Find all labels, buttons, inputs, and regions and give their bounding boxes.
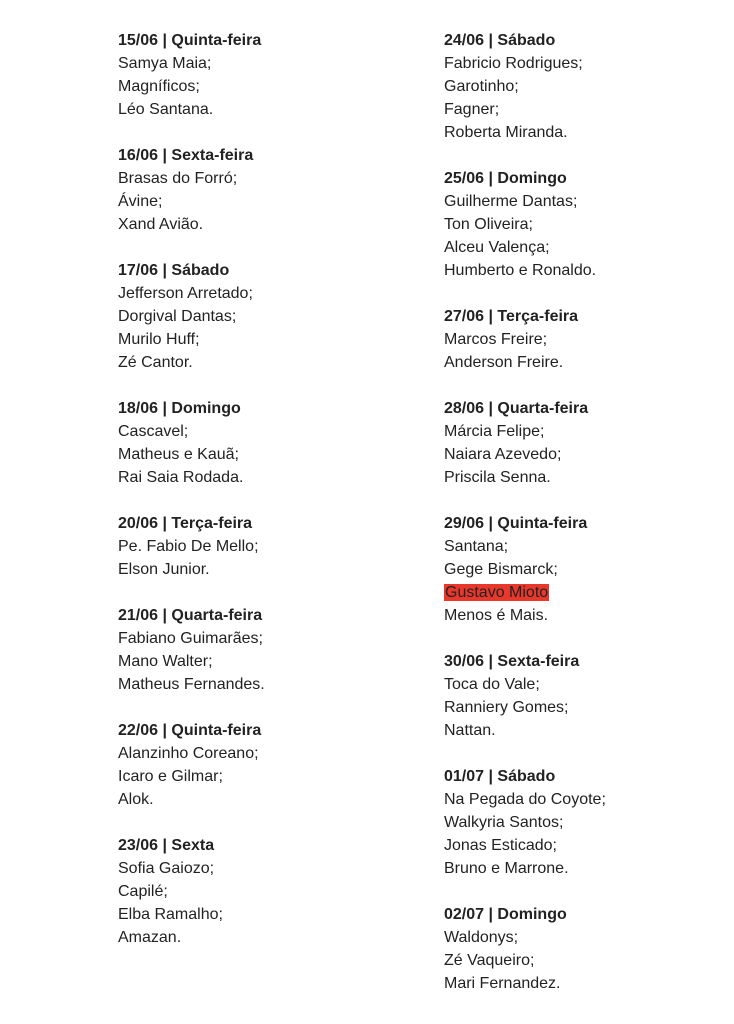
day-header xyxy=(444,903,606,926)
artist-item: Xand Avião. xyxy=(118,216,204,233)
day-date: 22/06 xyxy=(118,722,159,739)
artist-item: Guilherme Dantas; xyxy=(444,193,578,210)
day-block xyxy=(444,167,606,282)
artist-item: Sofia Gaiozo; xyxy=(118,860,215,877)
day-date: 24/06 xyxy=(444,32,485,49)
artist-item: Nattan. xyxy=(444,722,496,739)
day-header xyxy=(118,29,265,52)
day-weekday: Domingo xyxy=(171,400,241,417)
day-separator: | xyxy=(484,515,498,532)
day-weekday: Terça-feira xyxy=(171,515,253,532)
day-separator: | xyxy=(484,32,498,49)
day-date: 21/06 xyxy=(118,607,159,624)
day-weekday: Sábado xyxy=(497,768,556,785)
day-separator: | xyxy=(158,32,172,49)
day-separator: | xyxy=(484,400,498,417)
day-block xyxy=(444,512,606,627)
artist-item: Murilo Huff; xyxy=(118,331,200,348)
day-header xyxy=(118,259,265,282)
day-date: 23/06 xyxy=(118,837,159,854)
highlight-marker: Gustavo Mioto xyxy=(445,584,549,601)
day-date: 02/07 xyxy=(444,906,485,923)
artist-item: Elba Ramalho; xyxy=(118,906,223,923)
artist-item: Menos é Mais. xyxy=(444,607,549,624)
artist-item: Gege Bismarck; xyxy=(444,561,558,578)
artist-item: Na Pegada do Coyote; xyxy=(444,791,606,808)
day-date: 25/06 xyxy=(444,170,485,187)
day-date: 18/06 xyxy=(118,400,159,417)
day-header xyxy=(444,29,606,52)
day-block xyxy=(118,719,265,811)
artist-item: Alok. xyxy=(118,791,154,808)
day-separator: | xyxy=(484,653,498,670)
day-header xyxy=(118,512,265,535)
day-weekday: Sexta-feira xyxy=(171,147,254,164)
day-separator: | xyxy=(158,147,172,164)
artist-item: Toca do Vale; xyxy=(444,676,540,693)
artist-item: Zé Cantor. xyxy=(118,354,193,371)
artist-item: Anderson Freire. xyxy=(444,354,564,371)
day-separator: | xyxy=(158,837,172,854)
day-block xyxy=(444,305,606,374)
artist-item: Roberta Miranda. xyxy=(444,124,568,141)
day-header xyxy=(444,650,606,673)
day-weekday: Quarta-feira xyxy=(171,607,263,624)
artist-item: Elson Junior. xyxy=(118,561,210,578)
day-block xyxy=(118,29,265,121)
artist-item: Walkyria Santos; xyxy=(444,814,564,831)
day-date: 27/06 xyxy=(444,308,485,325)
artist-item: Márcia Felipe; xyxy=(444,423,545,440)
artist-item: Marcos Freire; xyxy=(444,331,548,348)
day-weekday: Domingo xyxy=(497,906,567,923)
day-weekday: Quinta-feira xyxy=(497,515,588,532)
day-weekday: Quarta-feira xyxy=(497,400,589,417)
artist-item: Garotinho; xyxy=(444,78,519,95)
day-separator: | xyxy=(158,722,172,739)
artist-item: Ranniery Gomes; xyxy=(444,699,569,716)
artist-item: Pe. Fabio De Mello; xyxy=(118,538,259,555)
artist-item: Ávine; xyxy=(118,193,163,210)
artist-item: Fagner; xyxy=(444,101,500,118)
artist-item: Bruno e Marrone. xyxy=(444,860,569,877)
artist-item: Jonas Esticado; xyxy=(444,837,557,854)
day-block xyxy=(118,259,265,374)
artist-item: Zé Vaqueiro; xyxy=(444,952,535,969)
day-weekday: Sábado xyxy=(171,262,230,279)
day-date: 15/06 xyxy=(118,32,159,49)
artist-item: Santana; xyxy=(444,538,509,555)
day-header xyxy=(444,397,606,420)
day-date: 28/06 xyxy=(444,400,485,417)
artist-item: Matheus Fernandes. xyxy=(118,676,265,693)
day-header xyxy=(118,834,265,857)
artist-item: Matheus e Kauã; xyxy=(118,446,239,463)
day-header xyxy=(118,144,265,167)
day-block xyxy=(118,512,265,581)
day-header xyxy=(444,512,606,535)
artist-item: Alanzinho Coreano; xyxy=(118,745,259,762)
day-block xyxy=(444,765,606,880)
day-separator: | xyxy=(484,170,498,187)
artist-item: Waldonys; xyxy=(444,929,519,946)
left-schedule-column xyxy=(118,29,265,972)
day-weekday: Sábado xyxy=(497,32,556,49)
day-weekday: Terça-feira xyxy=(497,308,579,325)
day-separator: | xyxy=(484,768,498,785)
day-date: 30/06 xyxy=(444,653,485,670)
artist-item: Alceu Valença; xyxy=(444,239,550,256)
artist-item: Cascavel; xyxy=(118,423,189,440)
day-header xyxy=(118,604,265,627)
right-schedule-column xyxy=(444,29,606,1018)
day-date: 17/06 xyxy=(118,262,159,279)
artist-item: Samya Maia; xyxy=(118,55,212,72)
artist-item: Capilé; xyxy=(118,883,168,900)
artist-item: Jefferson Arretado; xyxy=(118,285,253,302)
artist-item: Léo Santana. xyxy=(118,101,214,118)
day-separator: | xyxy=(158,515,172,532)
artist-item: Rai Saia Rodada. xyxy=(118,469,244,486)
day-header xyxy=(444,765,606,788)
artist-item: Dorgival Dantas; xyxy=(118,308,237,325)
artist-item: Naiara Azevedo; xyxy=(444,446,562,463)
artist-item-highlighted xyxy=(444,581,606,604)
artist-item: Mano Walter; xyxy=(118,653,213,670)
artist-item: Fabricio Rodrigues; xyxy=(444,55,583,72)
artist-item: Magníficos; xyxy=(118,78,200,95)
day-separator: | xyxy=(484,308,498,325)
day-block xyxy=(444,397,606,489)
day-separator: | xyxy=(158,607,172,624)
day-separator: | xyxy=(158,400,172,417)
day-block xyxy=(444,29,606,144)
artist-item: Brasas do Forró; xyxy=(118,170,238,187)
day-header xyxy=(118,719,265,742)
day-header xyxy=(118,397,265,420)
artist-item: Amazan. xyxy=(118,929,182,946)
artist-item: Humberto e Ronaldo. xyxy=(444,262,597,279)
day-block xyxy=(118,397,265,489)
day-weekday: Sexta xyxy=(171,837,215,854)
day-separator: | xyxy=(158,262,172,279)
day-date: 20/06 xyxy=(118,515,159,532)
artist-item: Mari Fernandez. xyxy=(444,975,561,992)
artist-item: Icaro e Gilmar; xyxy=(118,768,223,785)
day-block xyxy=(444,903,606,995)
day-weekday: Quinta-feira xyxy=(171,32,262,49)
day-block xyxy=(118,144,265,236)
day-block xyxy=(118,834,265,949)
day-block xyxy=(118,604,265,696)
day-header xyxy=(444,305,606,328)
day-weekday: Sexta-feira xyxy=(497,653,580,670)
day-date: 01/07 xyxy=(444,768,485,785)
artist-item: Priscila Senna. xyxy=(444,469,551,486)
day-date: 16/06 xyxy=(118,147,159,164)
day-weekday: Quinta-feira xyxy=(171,722,262,739)
day-header xyxy=(444,167,606,190)
day-date: 29/06 xyxy=(444,515,485,532)
artist-item: Ton Oliveira; xyxy=(444,216,533,233)
day-block xyxy=(444,650,606,742)
day-weekday: Domingo xyxy=(497,170,567,187)
artist-item: Fabiano Guimarães; xyxy=(118,630,263,647)
day-separator: | xyxy=(484,906,498,923)
